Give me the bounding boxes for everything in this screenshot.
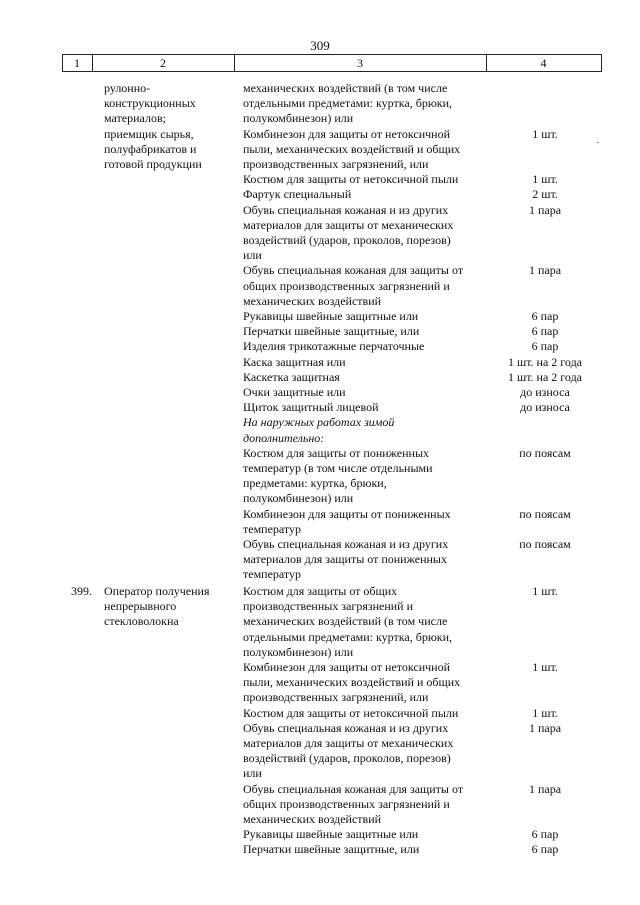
ppe-item-line: температур (243, 521, 302, 536)
issue-norm: 6 пар (531, 827, 559, 842)
ppe-item-line: предметами: куртка, брюки, (243, 476, 387, 491)
profession-line: готовой продукции (104, 157, 202, 171)
issue-norm: 1 пара (528, 202, 562, 217)
ppe-item-line: механических воздействий (243, 812, 382, 826)
profession-line: рулонно- (104, 81, 151, 95)
ppe-item-line: На наружных работах зимой (243, 415, 395, 430)
issue-norm: по поясам (519, 537, 571, 551)
ppe-item-line: Обувь специальная кожаная и из других (243, 537, 449, 551)
ppe-item-line: производственных загрязнений, или (243, 690, 429, 705)
ppe-item-line: материалов для защиты от пониженных (243, 552, 447, 567)
ppe-item-line: Обувь специальная кожаная для защиты от (243, 781, 464, 796)
ppe-item-line: материалов для защиты от механических (243, 736, 454, 750)
issue-norm: 1 шт. (532, 172, 558, 187)
ppe-item-line: Комбинезон для защиты от пониженных (243, 506, 451, 521)
ppe-item-line: Щиток защитный лицевой (243, 400, 379, 415)
ppe-item-line: пыли, механических воздействий и общих (243, 675, 461, 690)
ppe-item-line: Каскетка защитная (243, 369, 340, 384)
table-header (62, 54, 602, 72)
profession-line: непрерывного (104, 599, 177, 614)
ppe-item-line: или (243, 766, 262, 781)
ppe-item-line: полукомбинезон) или (243, 644, 354, 659)
issue-norm: 1 пара (528, 263, 562, 278)
header-col-4: 4 (540, 56, 547, 70)
ppe-item-line: Рукавицы швейные защитные или (243, 827, 419, 842)
ppe-item-line: полукомбинезон) или (243, 491, 354, 506)
ppe-item-line: Рукавицы швейные защитные или (243, 309, 419, 323)
ppe-item-line: материалов для защиты от механических (243, 217, 454, 232)
ppe-item-line: воздействий (ударов, проколов, порезов) (243, 233, 451, 247)
ppe-item-line: производственных загрязнений и (243, 599, 414, 614)
ppe-item-line: Обувь специальная кожаная для защиты от (243, 263, 464, 278)
ppe-item-line: механических воздействий (в том числе (243, 81, 448, 95)
ppe-item-line: производственных загрязнений, или (243, 157, 429, 171)
issue-norm: 6 пар (531, 842, 559, 857)
header-col-3: 3 (357, 56, 363, 70)
ppe-item-line: температур (в том числе отдельными (243, 461, 433, 475)
profession-line: стекловолокна (104, 614, 179, 629)
ppe-item-line: Каска защитная или (243, 354, 346, 369)
profession-line: приемщик сырья, (104, 126, 194, 141)
issue-norm: 6 пар (531, 324, 559, 339)
profession-line: Оператор получения (104, 584, 210, 598)
issue-norm: 1 шт. на 2 года (507, 369, 583, 384)
issue-norm: 1 шт. (532, 705, 558, 720)
issue-norm: 6 пар (531, 309, 559, 323)
row-number: 399. (71, 584, 92, 598)
header-col-2: 2 (160, 56, 166, 70)
ppe-item-line: Изделия трикотажные перчаточные (243, 339, 425, 354)
header-border-right (601, 55, 602, 71)
ppe-item-line: Обувь специальная кожаная и из других (243, 202, 449, 217)
profession-line: материалов; (104, 111, 166, 126)
issue-norm: 1 шт. (532, 584, 558, 598)
issue-norm: до износа (520, 400, 570, 415)
issue-norm: 1 шт. (532, 126, 558, 141)
issue-norm: 6 пар (531, 339, 559, 354)
ppe-item-line: полукомбинезон) или (243, 111, 354, 126)
ppe-item-line: дополнительно: (243, 430, 325, 445)
ppe-item-line: механических воздействий (в том числе (243, 614, 448, 629)
issue-norm: по поясам (519, 506, 571, 521)
ppe-item-line: пыли, механических воздействий и общих (243, 141, 461, 156)
ppe-item-line: отдельными предметами: куртка, брюки, (243, 629, 453, 644)
ppe-item-line: Костюм для защиты от пониженных (243, 445, 430, 460)
ppe-item-line: Костюм для защиты от общих (243, 584, 398, 598)
ppe-item-line: общих производственных загрязнений и (243, 796, 450, 811)
issue-norm: по поясам (519, 445, 571, 460)
profession-line: конструкционных (104, 96, 196, 111)
ppe-item-line: или (243, 248, 262, 263)
ppe-item-line: Перчатки швейные защитные, или (243, 842, 420, 857)
margin-mark (597, 142, 599, 143)
issue-norm: 1 шт. на 2 года (507, 354, 583, 369)
profession-line: полуфабрикатов и (104, 141, 197, 156)
ppe-item-line: отдельными предметами: куртка, брюки, (243, 96, 453, 111)
issue-norm: 1 шт. (532, 660, 558, 674)
ppe-item-line: Костюм для защиты от нетоксичной пыли (243, 172, 459, 187)
page-number: 309 (310, 38, 330, 53)
ppe-item-line: Комбинезон для защиты от нетоксичной (243, 126, 451, 141)
header-col-1: 1 (74, 56, 80, 70)
ppe-item-line: температур (243, 567, 302, 582)
ppe-item-line: Перчатки швейные защитные, или (243, 324, 420, 339)
issue-norm: 2 шт. (532, 187, 558, 202)
issue-norm: до износа (520, 385, 570, 399)
ppe-item-line: Очки защитные или (243, 385, 346, 399)
ppe-item-line: общих производственных загрязнений и (243, 278, 450, 293)
ppe-item-line: Костюм для защиты от нетоксичной пыли (243, 705, 459, 720)
ppe-item-line: Фартук специальный (243, 187, 352, 202)
issue-norm: 1 пара (528, 720, 562, 735)
ppe-item-line: Обувь специальная кожаная и из других (243, 720, 449, 735)
ppe-item-line: Комбинезон для защиты от нетоксичной (243, 660, 451, 674)
issue-norm: 1 пара (528, 781, 562, 796)
ppe-item-line: воздействий (ударов, проколов, порезов) (243, 751, 451, 766)
ppe-item-line: механических воздействий (243, 293, 382, 308)
